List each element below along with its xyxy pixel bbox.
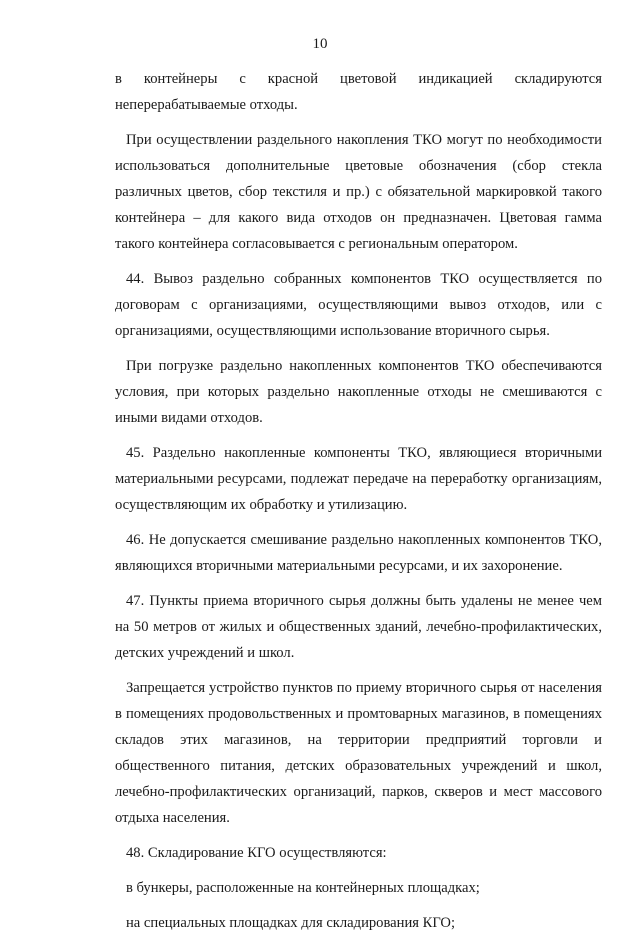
paragraph-color-coding: При осуществлении раздельного накопления ТКО могут по необходимости использоваться дополнительные цветовые обозначения (сбор стекла различных цветов, сбор текстиля и пр.) с обязательной маркировкой такого контейнера – для какого вида отходов он предназначен. Цветовая гамма такого контейнера согласовывается с региональным оператором. <box>115 132 602 252</box>
list-item-special-sites: на специальных площадках для складирования КГО; <box>126 915 456 931</box>
paragraph-prohibition: Запрещается устройство пунктов по приему вторичного сырья от населения в помещениях продовольственных и промтоварных магазинов, в помещениях складов этих магазинов, на территории предприятий торговли и общественного питания, детских образовательных учреждений и школ, лечебно-профилактических организаций, парков, скверов и мест массового отдыха населения. <box>115 680 602 826</box>
paragraph-continuation: в контейнеры с красной цветовой индикацией складируются неперерабатываемые отходы. <box>115 71 602 113</box>
paragraph-item-45: 45. Раздельно накопленные компоненты ТКО, являющиеся вторичными материальными ресурсами, подлежат передаче на переработку организациям, осуществляющим их обработку и утилизацию. <box>115 445 602 513</box>
paragraph-item-47: 47. Пункты приема вторичного сырья должны быть удалены не менее чем на 50 метров от жилых и общественных зданий, лечебно-профилактических, детских учреждений и школ. <box>115 593 602 661</box>
paragraph-item-48: 48. Складирование КГО осуществляются: <box>126 845 387 861</box>
paragraph-item-46: 46. Не допускается смешивание раздельно накопленных компонентов ТКО, являющихся вторичными материальными ресурсами, и их захоронение. <box>115 532 602 574</box>
paragraph-loading-conditions: При погрузке раздельно накопленных компонентов ТКО обеспечиваются условия, при которых раздельно накопленные отходы не смешиваются с иными видами отходов. <box>115 358 602 426</box>
document-body <box>115 66 602 945</box>
list-item-bunkers: в бункеры, расположенные на контейнерных площадках; <box>126 880 480 896</box>
page-number: 10 <box>312 36 328 52</box>
paragraph-item-44: 44. Вывоз раздельно собранных компонентов ТКО осуществляется по договорам с организациями, осуществляющими вывоз отходов, или с организациями, осуществляющими использование вторичного сырья. <box>115 271 602 339</box>
